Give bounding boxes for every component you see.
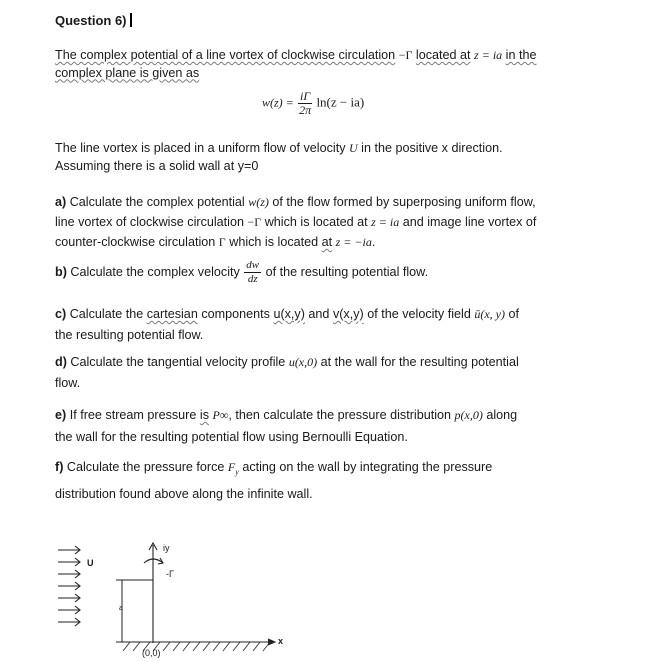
part-a: a) Calculate the complex potential w(z) of the flow formed by superposing uniform flow, line vortex of clockwise circulation −Γ which is located at z = ia and image line vortex of counter-clockwise circulation Γ which is located at z = −ia.	[55, 195, 537, 249]
text-cursor	[130, 13, 132, 27]
part-c: c) Calculate the cartesian components u(x,y) and v(x,y) of the velocity field ū(x, y) of the resulting potential flow.	[55, 307, 519, 342]
complex-potential-equation: w(z) = $\frac{i\Gamma}{2\pi}$ ln(z − ia)	[262, 89, 365, 117]
origin-label: (0,0)	[142, 648, 161, 658]
x-axis-label: x	[278, 636, 284, 646]
circulation-label: -Γ	[166, 569, 174, 579]
equation-fraction: $\frac{i\Gamma}{2\pi}$	[299, 89, 312, 117]
iy-label: iy	[163, 543, 170, 553]
part-e: e) If free stream pressure is P∞, then calculate the pressure distribution p(x,0) along the wall for the resulting potential flow using Bernoulli Equation.	[55, 408, 518, 444]
distance-a-label: a	[119, 605, 123, 612]
part-d: d) Calculate the tangential velocity profile u(x,0) at the wall for the resulting potential flow.	[55, 355, 519, 390]
flow-diagram	[50, 535, 300, 660]
u-velocity-label: U	[87, 558, 94, 568]
part-b: b) Calculate the complex velocity $\frac{dw}{dz}$ of the resulting potential flow.	[55, 259, 429, 286]
dw-dz-fraction: $\frac{dw}{dz}$	[246, 259, 260, 286]
intro-paragraph: The complex potential of a line vortex of clockwise circulation −Γ located at z = ia in the complex plane is given as	[55, 48, 537, 80]
setup-paragraph: The line vortex is placed in a uniform flow of velocity U in the positive x direction. Assuming there is a solid wall at y=0	[55, 141, 503, 173]
uniform-flow-arrows	[58, 546, 80, 626]
part-f: f) Calculate the pressure force $F_y$ acting on the wall by integrating the pressure distribution found above along the infinite wall.	[55, 460, 493, 502]
question-title: Question 6)	[55, 13, 132, 28]
flow-diagram-svg	[50, 535, 300, 660]
